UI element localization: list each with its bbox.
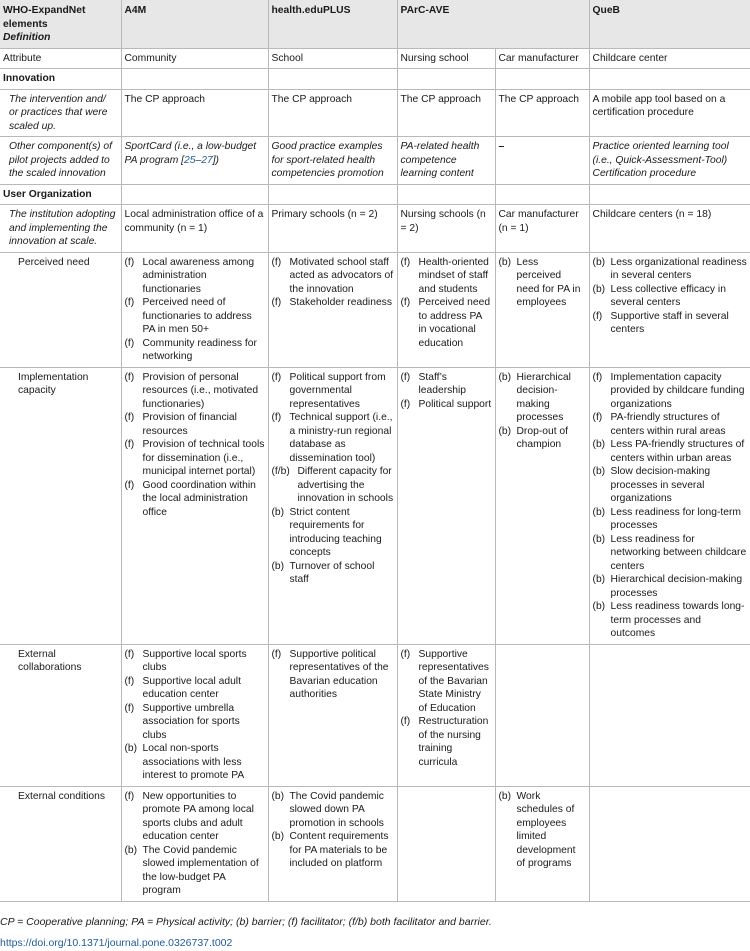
factor-text: Less organizational readiness in several centers [610, 256, 747, 281]
institution-parc-nursing: Nursing schools (n = 2) [397, 205, 495, 253]
factor-marker: (f) [124, 675, 135, 687]
header-health-eduplus: health.eduPLUS [268, 0, 397, 48]
empty-cell [397, 69, 495, 90]
institution-queb: Childcare centers (n = 18) [589, 205, 750, 253]
user-org-section-title: User Organization [0, 184, 121, 205]
attribute-parc-nursing: Nursing school [397, 48, 495, 69]
other-components-a4m [121, 137, 268, 185]
header-queb: QueB [589, 0, 750, 48]
empty-cell [397, 184, 495, 205]
institution-row [0, 205, 750, 253]
factor-text: Slow decision-making processes in several organizations [610, 466, 711, 504]
factor-text: Technical support (i.e., a ministry-run regional database as dissemination tool) [289, 412, 393, 464]
factor-text: Work schedules of employees limited development of programs [516, 790, 576, 869]
factor-list [499, 790, 586, 871]
doi-link[interactable]: https://doi.org/10.1371/journal.pone.0326737.t002 [0, 937, 233, 949]
perceived-need-parc-nursing [397, 252, 495, 367]
reference-link-25[interactable]: 25 [184, 154, 196, 166]
impl-capacity-parc-car [495, 367, 589, 644]
factor-marker: (b) [124, 844, 138, 856]
perceived-need-label: Perceived need [0, 252, 121, 367]
factor-marker: (f) [271, 412, 282, 423]
factor-item [593, 573, 748, 600]
user-org-section-row [0, 184, 750, 205]
factor-text: Supportive representatives of the Bavarian State Ministry of Education [418, 648, 489, 714]
factor-marker: (b) [498, 371, 512, 383]
ext-collab-health [268, 644, 397, 786]
header-a4m: A4M [121, 0, 268, 48]
factor-text: Local awareness among administration functionaries [142, 256, 255, 295]
empty-cell [495, 69, 589, 90]
other-components-parc-nursing: PA-related health competence learning content [397, 137, 495, 185]
header-elements [0, 0, 121, 48]
factor-text: Supportive local sports clubs [142, 648, 247, 673]
institution-health: Primary schools (n = 2) [268, 205, 397, 253]
innovation-definition: The intervention and/ or practices that were scaled up. [0, 89, 121, 137]
ext-cond-a4m [121, 786, 268, 901]
attribute-row [0, 48, 750, 69]
innovation-row-2 [0, 137, 750, 185]
ref-dash: – [195, 154, 202, 166]
innovation-health: The CP approach [268, 89, 397, 137]
external-conditions-label: External conditions [0, 786, 121, 901]
implementation-capacity-row [0, 367, 750, 644]
institution-parc-car: Car manufacturer (n = 1) [495, 205, 589, 253]
factor-marker: (b) [271, 560, 285, 572]
factor-item [499, 256, 586, 310]
factor-item [125, 844, 265, 898]
table-header-row [0, 0, 750, 48]
innovation-a4m: The CP approach [121, 89, 268, 137]
factor-item [125, 411, 265, 438]
ext-cond-queb [589, 786, 750, 901]
factor-list [125, 790, 265, 898]
factor-text: Supportive staff in several centers [610, 310, 729, 335]
other-components-parc-car: – [495, 137, 589, 185]
factor-marker: (f) [124, 790, 135, 802]
innovation-parc-car: The CP approach [495, 89, 589, 137]
factor-item [593, 600, 748, 641]
factor-text: Supportive local adult education center [142, 675, 241, 700]
factor-text: Less perceived need for PA in employees [516, 256, 581, 308]
attribute-a4m: Community [121, 48, 268, 69]
factor-text: Content requirements for PA materials to be included on platform [289, 831, 389, 869]
factor-marker: (f) [400, 371, 411, 383]
factor-marker: (b) [592, 506, 606, 518]
factor-marker: (f) [592, 371, 603, 383]
factor-text: The Covid pandemic slowed implementation of the low-budget PA program [142, 844, 259, 896]
factor-item [125, 256, 265, 297]
attribute-label: Attribute [0, 48, 121, 69]
ext-cond-parc-nursing [397, 786, 495, 901]
implementation-capacity-label: Implementation capacity [0, 367, 121, 644]
empty-cell [121, 184, 268, 205]
empty-cell [268, 69, 397, 90]
perceived-need-parc-car [495, 252, 589, 367]
factor-item [593, 465, 748, 506]
factor-item [272, 830, 394, 871]
factor-text: Different capacity for advertising the innovation in schools [297, 466, 394, 504]
factor-marker: (f) [271, 256, 282, 268]
factor-item [125, 371, 265, 412]
factor-marker: (b) [271, 790, 285, 802]
factor-marker: (b) [592, 283, 606, 295]
factor-marker: (f) [400, 716, 411, 727]
factor-list [125, 648, 265, 783]
factor-marker: (f) [271, 371, 282, 383]
factor-marker: (f) [124, 648, 135, 660]
factor-marker: (b) [271, 831, 285, 842]
factor-text: Stakeholder readiness [289, 297, 392, 308]
perceived-need-queb [589, 252, 750, 367]
factor-text: Local non-sports associations with less interest to promote PA [142, 743, 245, 781]
attribute-queb: Childcare center [589, 48, 750, 69]
factor-text: Health-oriented mindset of staff and students [418, 256, 489, 295]
factor-text: Supportive political representatives of the Bavarian education authorities [289, 648, 389, 700]
factor-marker: (f) [124, 371, 135, 383]
empty-cell [589, 184, 750, 205]
impl-capacity-parc-nursing [397, 367, 495, 644]
factor-item [125, 702, 265, 743]
factor-item [125, 479, 265, 520]
perceived-need-a4m [121, 252, 268, 367]
attribute-health: School [268, 48, 397, 69]
factor-marker: (f) [592, 310, 603, 322]
factor-item [125, 790, 265, 844]
a4m-text: SportCard (i.e., a low-budget PA program [ [124, 141, 257, 166]
factor-item [401, 398, 492, 412]
factor-item [593, 438, 748, 465]
perceived-need-health [268, 252, 397, 367]
ext-cond-parc-car [495, 786, 589, 901]
factor-text: Political support from governmental representatives [289, 371, 386, 410]
reference-link-27[interactable]: 27 [201, 154, 213, 166]
factor-marker: (f) [400, 648, 411, 660]
factor-list [593, 256, 748, 337]
innovation-queb: A mobile app tool based on a certification procedure [589, 89, 750, 137]
factor-marker: (f) [400, 297, 411, 308]
institution-definition: The institution adopting and implementing the innovation at scale. [0, 205, 121, 253]
factor-text: Staff’s leadership [418, 371, 467, 396]
factor-item [593, 411, 748, 438]
factor-item [499, 425, 586, 452]
factor-marker: (f) [400, 398, 411, 410]
factor-item [593, 283, 748, 310]
factor-text: Provision of technical tools for dissemination (i.e., municipal internet portal) [142, 439, 265, 477]
factor-marker: (b) [498, 256, 512, 268]
factor-marker: (b) [592, 439, 606, 450]
factor-item [401, 296, 492, 350]
ext-collab-parc-car [495, 644, 589, 786]
factor-list [499, 371, 586, 452]
factor-text: Implementation capacity provided by childcare funding organizations [610, 371, 745, 410]
factor-marker: (f) [124, 439, 135, 450]
other-components-queb: Practice oriented learning tool (i.e., Quick-Assessment-Tool) Certification procedure [589, 137, 750, 185]
factor-marker: (f) [124, 479, 135, 491]
innovation-parc-nursing: The CP approach [397, 89, 495, 137]
factor-item [499, 790, 586, 871]
factor-marker: (b) [592, 574, 606, 585]
innovation-section-row [0, 69, 750, 90]
factor-item [401, 256, 492, 297]
factor-item [593, 371, 748, 412]
factor-item [125, 675, 265, 702]
empty-cell [121, 69, 268, 90]
factor-list [272, 256, 394, 310]
factor-item [272, 506, 394, 560]
factor-marker: (f) [124, 702, 135, 714]
header-parc-ave: PArC-AVE [397, 0, 589, 48]
factor-item [593, 533, 748, 574]
factor-text: Less PA-friendly structures of centers within urban areas [610, 439, 745, 464]
factor-text: Supportive umbrella association for sports clubs [142, 702, 240, 741]
factor-list [401, 256, 492, 351]
factor-item [272, 648, 394, 702]
ext-collab-parc-nursing [397, 644, 495, 786]
other-components-health: Good practice examples for sport-related health competencies promotion [268, 137, 397, 185]
impl-capacity-health [268, 367, 397, 644]
ext-cond-health [268, 786, 397, 901]
factor-text: Community readiness for networking [142, 337, 257, 362]
institution-a4m: Local administration office of a community (n = 1) [121, 205, 268, 253]
factor-item [401, 648, 492, 716]
external-conditions-row [0, 786, 750, 901]
factor-list [272, 371, 394, 587]
factor-text: Drop-out of champion [516, 425, 569, 450]
factor-marker: (f) [124, 337, 135, 349]
factor-item [272, 411, 394, 465]
attribute-parc-car: Car manufacturer [495, 48, 589, 69]
factor-text: New opportunities to promote PA among local sports clubs and adult education center [142, 790, 254, 842]
factor-text: Hierarchical decision-making processes [610, 574, 743, 599]
ext-collab-a4m [121, 644, 268, 786]
other-components-definition: Other component(s) of pilot projects added to the scaled innovation [0, 137, 121, 185]
factor-list [401, 648, 492, 770]
factor-text: Turnover of school staff [289, 560, 375, 585]
factor-item [272, 371, 394, 412]
factor-item [272, 296, 394, 310]
factor-text: Provision of personal resources (i.e., motivated functionaries) [142, 371, 259, 410]
factor-item [125, 337, 265, 364]
factor-marker: (f) [124, 256, 135, 268]
factor-marker: (f) [271, 297, 282, 308]
factor-item [272, 560, 394, 587]
factor-text: Restructuration of the nursing training curricula [418, 716, 489, 768]
factor-item [125, 648, 265, 675]
empty-cell [268, 184, 397, 205]
factor-marker: (f) [271, 648, 282, 660]
factor-text: Less collective efficacy in several centers [610, 283, 726, 308]
factor-marker: (b) [592, 256, 606, 268]
factor-text: The Covid pandemic slowed down PA promotion in schools [289, 790, 384, 829]
factor-item [125, 296, 265, 337]
factor-marker: (b) [592, 533, 606, 545]
factor-marker: (b) [124, 743, 138, 754]
header-definition-label: Definition [3, 32, 51, 43]
factor-text: Less readiness for long-term processes [610, 506, 742, 531]
external-collaborations-row [0, 644, 750, 786]
factor-text: Perceived need to address PA in vocational education [418, 297, 491, 349]
factor-list [401, 371, 492, 412]
factor-list [593, 371, 748, 641]
factor-list [125, 371, 265, 520]
factor-text: Hierarchical decision-making processes [516, 371, 571, 423]
factor-marker: (b) [592, 466, 606, 477]
innovation-section-title: Innovation [0, 69, 121, 90]
factor-text: Good coordination within the local administration office [142, 479, 256, 518]
innovation-row-1 [0, 89, 750, 137]
factor-text: Perceived need of functionaries to address PA in men 50+ [142, 297, 252, 335]
external-collaborations-label: External collaborations [0, 644, 121, 786]
perceived-need-row [0, 252, 750, 367]
factor-marker: (b) [271, 506, 285, 518]
factor-marker: (f) [400, 256, 411, 268]
factor-item [272, 790, 394, 831]
factor-text: Provision of financial resources [142, 412, 237, 437]
factor-item [125, 742, 265, 783]
factor-item [272, 465, 394, 506]
factor-list [125, 256, 265, 364]
factor-marker: (f) [124, 412, 135, 423]
factor-item [401, 715, 492, 769]
factor-list [272, 790, 394, 871]
header-elements-label: WHO-ExpandNet elements [3, 5, 86, 30]
factor-item [272, 256, 394, 297]
empty-cell [589, 69, 750, 90]
factor-item [125, 438, 265, 479]
factor-item [593, 506, 748, 533]
empty-cell [495, 184, 589, 205]
table-footnote: CP = Cooperative planning; PA = Physical activity; (b) barrier; (f) facilitator; (f/b) both facilitator and barrier. [0, 915, 492, 928]
factor-list [499, 256, 586, 310]
factor-text: Less readiness for networking between childcare centers [610, 533, 747, 572]
factor-text: Less readiness towards long-term processes and outcomes [610, 601, 745, 639]
factor-marker: (b) [498, 425, 512, 437]
factor-item [499, 371, 586, 425]
factor-text: Political support [418, 398, 492, 410]
factor-marker: (f/b) [271, 466, 290, 477]
impl-capacity-a4m [121, 367, 268, 644]
factor-marker: (f) [124, 297, 135, 308]
factor-item [593, 310, 748, 337]
factor-list [272, 648, 394, 702]
factor-text: Strict content requirements for introducing teaching concepts [289, 506, 382, 558]
ext-collab-queb [589, 644, 750, 786]
factor-text: PA-friendly structures of centers within rural areas [610, 412, 726, 437]
factor-text: Motivated school staff acted as advocators of the innovation [289, 256, 394, 295]
factor-item [401, 371, 492, 398]
a4m-text-end: ]) [212, 154, 219, 166]
factor-item [593, 256, 748, 283]
impl-capacity-queb [589, 367, 750, 644]
factor-marker: (f) [592, 412, 603, 423]
factor-marker: (b) [498, 790, 512, 802]
factor-marker: (b) [592, 601, 606, 612]
